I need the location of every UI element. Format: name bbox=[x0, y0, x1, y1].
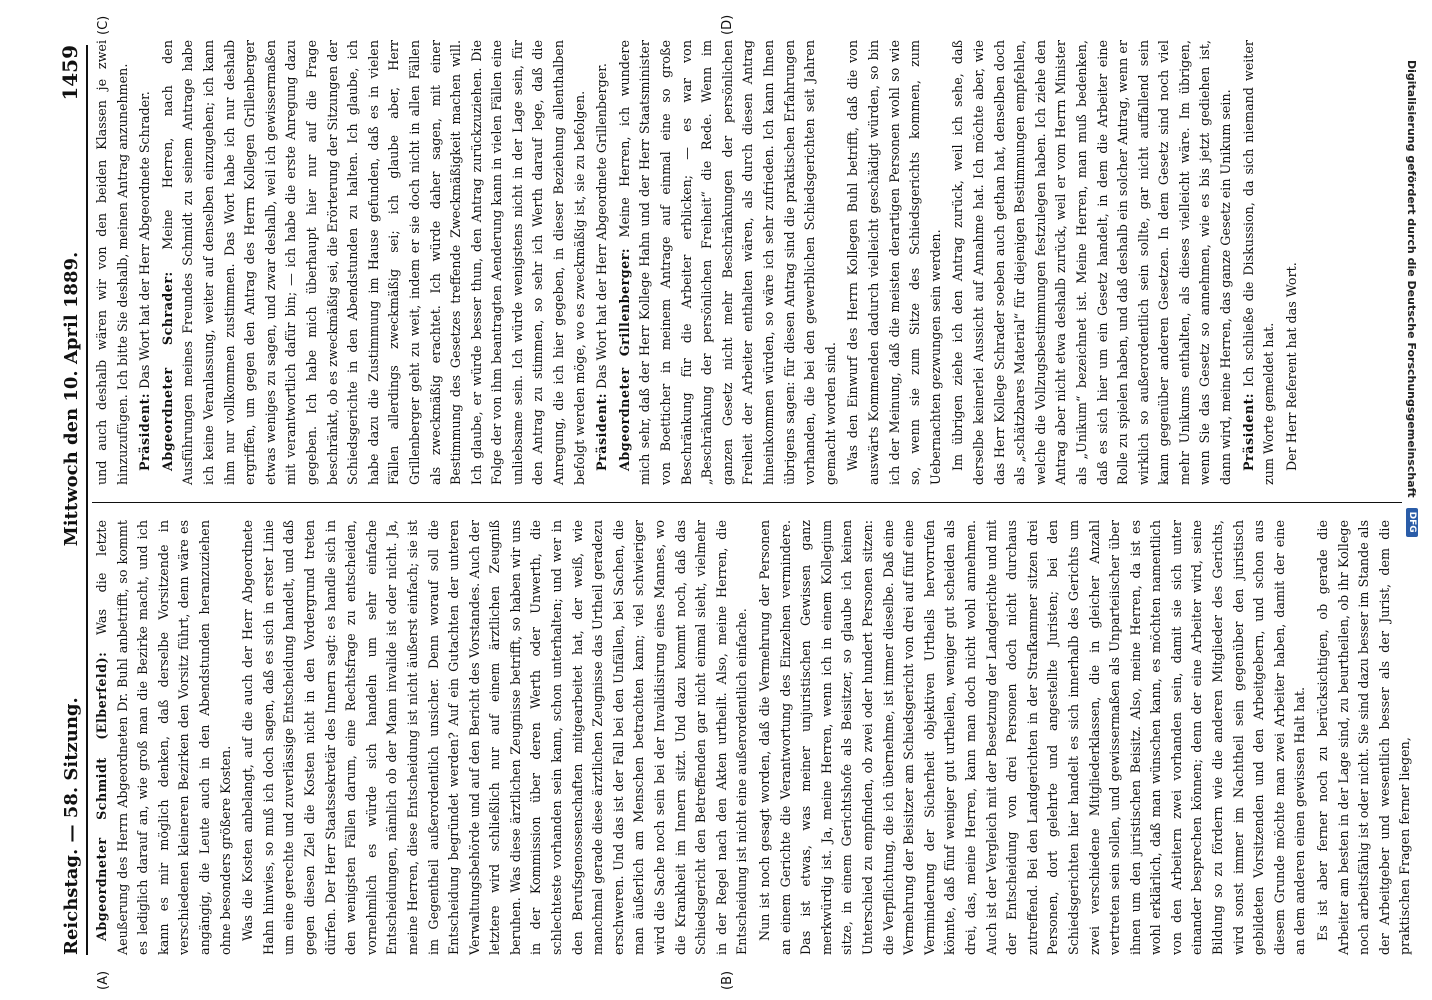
paragraph bbox=[615, 40, 842, 485]
header-date: Mittwoch den 10. April 1889. bbox=[61, 251, 82, 547]
paragraph-text: Meine Herren, ich wundere mich sehr, daß der Herr Kollege Hahn und der Herr Staatsminister von Boetticher in meinem Antrage auf einmal eine so große Beschränkung für die Arbeiter erblicken; — es war von „Beschränkung der persönlichen Freiheit“ die Rede. Wenn im ganzen Gesetz nicht mehr Beschränkungen der persönlichen Freiheit der Arbeiter enthalten wären, als durch diesen Antrag hineinkommen würden, so wäre ich sehr zufrieden. Ich kann Ihnen übrigens sagen: für diesen Antrag sind die praktischen Erfahrungen vorhanden, die bei den gewerblichen Schiedsgerichten seit Jahren gemacht worden sind. bbox=[616, 40, 838, 485]
paragraph: und auch deshalb wären wir von den beiden Klassen je zwei hinzuzufügen. Ich bitte Sie deshalb, meinen Antrag anzunehmen. bbox=[94, 40, 130, 485]
speaker-name: Abgeordneter Schrader: bbox=[159, 271, 175, 471]
paragraph: Was die Kosten anbelangt, auf die auch der Herr Abgeordnete Hahn hinwies, so muß ich doch sagen, daß es sich in erster Linie um eine gerechte und zuverlässige Entscheidung handelt, und daß gegen diesen Ziel die Kosten nicht in den Vordergrund treten dürfen. Der Herr Staatssekretär des Innern sagt: es handle sich in den wenigsten Fällen darum, eine Rechtsfrage zu entscheiden, vornehmlich es würde sich handeln um sehr einfache Entscheidungen, nämlich ob der Mann invalide ist oder nicht. Ja, meine Herren, diese Entscheidung ist nicht äußerst einfach; sie ist im Gegentheil außerordentlich unsicher. Denn worauf soll die Entscheidung begründet werden? Auf ein Gutachten der unteren Verwaltungsbehörde und auf den Bericht des Vorstandes. Auch der letztere wird schließlich nur auf einem ärztlichen Zeugniß beruhen. Was diese ärztlichen Zeugnisse betrifft, so haben wir uns in der Kommission über deren Werth oder Unwerth, die schlechteste vorhanden sein kann, schon unterhalten; und wer in den Berufsgenossenschaften mitgearbeitet hat, der weiß, wie manchmal gerade diese ärztlichen Zeugnisse das Urtheil geradezu erschweren. Und das ist der Fall bei den Unfällen, bei Sachen, die man äußerlich am Menschen betrachten kann; viel schwieriger wird die Sache noch sein bei der Invalidisirung eines Mannes, wo die Krankheit im Innern sitzt. Und dazu kommt noch, daß das Schiedsgericht den Betreffenden gar nicht einmal sieht, vielmehr in der Regel nach den Akten urtheilt. Also, meine Herren, die Entscheidung ist nicht eine außerordentlich einfache. bbox=[240, 520, 750, 955]
paragraph-text: Was die letzte Aeußerung des Herrn Abgeordneten Dr. Buhl anbetrifft, so kommt es lediglich darauf an, wie groß man die Bezirke macht, und ich kann es mir möglich denken, daß derselbe Vorsitzende in verschiedenen kleineren Bezirken den Vorsitz führt, denn wäre es angängig, die Leute auch in den Abendstunden heranzuziehen ohne besonders größere Kosten. bbox=[94, 520, 233, 955]
margin-marker-b: (B) bbox=[720, 970, 735, 990]
paragraph-text: Meine Herren, nach den Ausführungen meines Freundes Schmidt zu seinem Antrage habe ich keine Veranlassung, weiter auf denselben einzugehen; ich kann ihm nur vollkommen zustimmen. Das Wort habe ich nur deshalb ergriffen, um gegen den Antrag des Herrn Kollegen Grillenberger etwas weniges zu sagen, und zwar deshalb, weil ich gewissermaßen mit verantwortlich dafür bin; — ich habe die erste Anregung dazu gegeben. Ich habe mich überhaupt hier nur auf die Frage beschränkt, ob es zweckmäßig sei, die Erörterung der Sitzungen der Schiedsgerichte in den Abendstunden zu halten. Ich glaube, ich habe dazu die Zustimmung im Hause gefunden, daß es in vielen Fällen allerdings zweckmäßig sei; ich glaube aber, Herr Grillenberger geht zu weit, indem er sie doch nicht in allen Fällen als zweckmäßig erachtet. Ich würde daher sagen, mit einer Bestimmung des Gesetzes treffende Zweckmäßigkeit machen will. Ich glaube, er würde besser thun, den Antrag zurückzuziehen. Die Folge der von ihm beantragten Aenderung kann in vielen Fällen eine unliebsame sein. Ich würde wenigstens nicht in der Lage sein, für den Antrag zu stimmen, so sehr ich Werth darauf lege, daß die Anregung, die ich hier gegeben, in dieser Beziehung allenthalben befolgt werden möge, wo es zweckmäßig ist, sie zu befolgen. bbox=[159, 40, 587, 485]
paragraph: Nun ist noch gesagt worden, daß die Vermehrung der Personen an einem Gerichte die Verantwortung des Einzelnen vermindere. Das ist etwas, was meiner unjuristischen Gewissen ganz merkwürdig ist. Ja, meine Herren, wenn ich in einem Kollegium sitze, in einem Gerichtshofe als Beisitzer, so glaube ich keinen Unterschied zu empfinden, ob zwei oder hundert Personen sitzen: die Verpflichtung, die ich übernehme, ist immer dieselbe. Daß eine Vermehrung der Beisitzer am Schiedsgericht von drei auf fünf eine Verminderung der Sicherheit objektiven Urtheils hervorrufen könnte, daß fünf weniger gut urtheilen, weniger gut scheiden als drei, das, meine Herren, kann man doch nicht wohl annehmen. Auch ist der Vergleich mit der Besetzung der Landgerichte und mit der Entscheidung von drei Personen doch nicht durchaus zutreffend. Bei den Landgerichten in der Strafkammer sitzen drei Personen, dort gelehrte und angestellte Juristen; bei den Schiedsgerichten hier handelt es sich innerhalb des Gerichts um zwei verschiedene Mitgliederklassen, die in gleicher Anzahl vertreten sein sollen, und gewissermaßen als Unparteiischer über ihnen um den juristischen Beisitz. Also, meine Herren, da ist es wohl erklärlich, daß man wünschen kann, es möchten namentlich von den Arbeitern zwei vorhanden sein, damit sie sich unter einander besprechen können; denn der eine Arbeiter wird, seine Bildung so zu fördern wie die anderen Mitglieder des Gerichts, wird sonst immer im Nachtheil sein gegenüber den juristisch gebildeten Vorsitzenden und den Arbeitgebern, und schon aus diesem Grunde möchte man zwei Arbeiter haben, damit der eine an dem anderen einen gewissen Halt hat. bbox=[757, 520, 1308, 955]
president-label: Präsident: bbox=[1240, 392, 1256, 471]
paragraph: Der Herr Referent hat das Wort. bbox=[1283, 262, 1299, 471]
paragraph: Es ist aber ferner noch zu berücksichtigen, ob gerade die Arbeiter am besten in der Lage sind, zu beurtheilen, ob ihr Kollege noch arbeitsfähig ist oder nicht. Sie sind dazu besser im Stande als der Arbeitgeber und wesentlich besser als der Jurist, dem die praktischen Fragen ferner liegen, bbox=[1315, 520, 1413, 955]
column-divider bbox=[92, 502, 1402, 503]
margin-marker-c: (C) bbox=[96, 15, 111, 35]
speaker-name: Abgeordneter Schmidt (Elberfeld): bbox=[94, 651, 109, 941]
right-column bbox=[92, 40, 1402, 485]
speaker-name: Abgeordneter Grillenberger: bbox=[616, 247, 632, 471]
left-column bbox=[92, 520, 1413, 955]
paragraph bbox=[592, 40, 613, 485]
paragraph-text: Das Wort hat der Herr Abgeordnete Schrader. bbox=[137, 91, 153, 389]
page-number: 1459 bbox=[58, 45, 82, 101]
paragraph bbox=[135, 40, 156, 485]
paragraph-text: Ich schließe die Diskussion, da sich niemand weiter zum Worte gemeldet hat. bbox=[1240, 40, 1277, 485]
paragraph bbox=[92, 520, 236, 955]
page-header bbox=[48, 45, 88, 955]
credit-text: Digitalisierung gefördert durch die Deutsche Forschungsgemeinschaft bbox=[1405, 60, 1419, 498]
paragraph bbox=[1239, 40, 1280, 485]
paragraph bbox=[158, 40, 590, 485]
header-left: Reichstag. — 58. Sitzung. bbox=[61, 697, 82, 955]
margin-marker-d: (D) bbox=[720, 14, 735, 35]
margin-marker-a: (A) bbox=[96, 970, 111, 990]
president-label: Präsident: bbox=[594, 392, 610, 471]
dfg-logo: DFG bbox=[1406, 508, 1418, 537]
digitization-credit bbox=[1403, 0, 1429, 1000]
paragraph: Was den Einwurf des Herrn Kollegen Buhl betrifft, daß die von auswärts Kommenden dadurch vielleicht geschädigt würden, so bin ich der Meinung, daß die meisten derartigen Personen wohl so wie so, wenn sie zum Sitze des Schiedsgerichts kommen, zum Uebernachten gezwungen sein werden. bbox=[845, 40, 943, 485]
president-label: Präsident: bbox=[137, 392, 153, 471]
paragraph-text: Das Wort hat der Herr Abgeordnete Grillenberger. bbox=[594, 63, 610, 389]
paragraph: Im übrigen ziehe ich den Antrag zurück, weil ich sehe, daß derselbe keinerlei Aussicht auf Annahme hat. Ich möchte aber, wie das Herr Kollege Schrader soeben auch gethan hat, denselben doch als „schätzbares Material“ für diejenigen Bestimmungen empfehlen, welche die Vollzugsbestimmungen festzulegen haben. Ich ziehe den Antrag aber nicht etwa deshalb zurück, weil er vom Herrn Minister als „Unikum“ bezeichnet ist. Meine Herren, man muß bedenken, daß es sich hier um ein Gesetz handelt, in dem die Arbeiter eine Rolle zu spielen haben, und daß deshalb ein solcher Antrag, wenn er wirklich so außerordentlich sein sollte, gar nicht auffallend sein kann gegenüber anderen Gesetzen. In dem Gesetz sind noch viel mehr Unikums enthalten, als dieses vielleicht wäre. Im übrigen, wenn Sie das Gesetz so annehmen, wie es bis jetzt gediehen ist, dann wird, meine Herren, das ganze Gesetz ein Unikum sein. bbox=[950, 40, 1234, 485]
